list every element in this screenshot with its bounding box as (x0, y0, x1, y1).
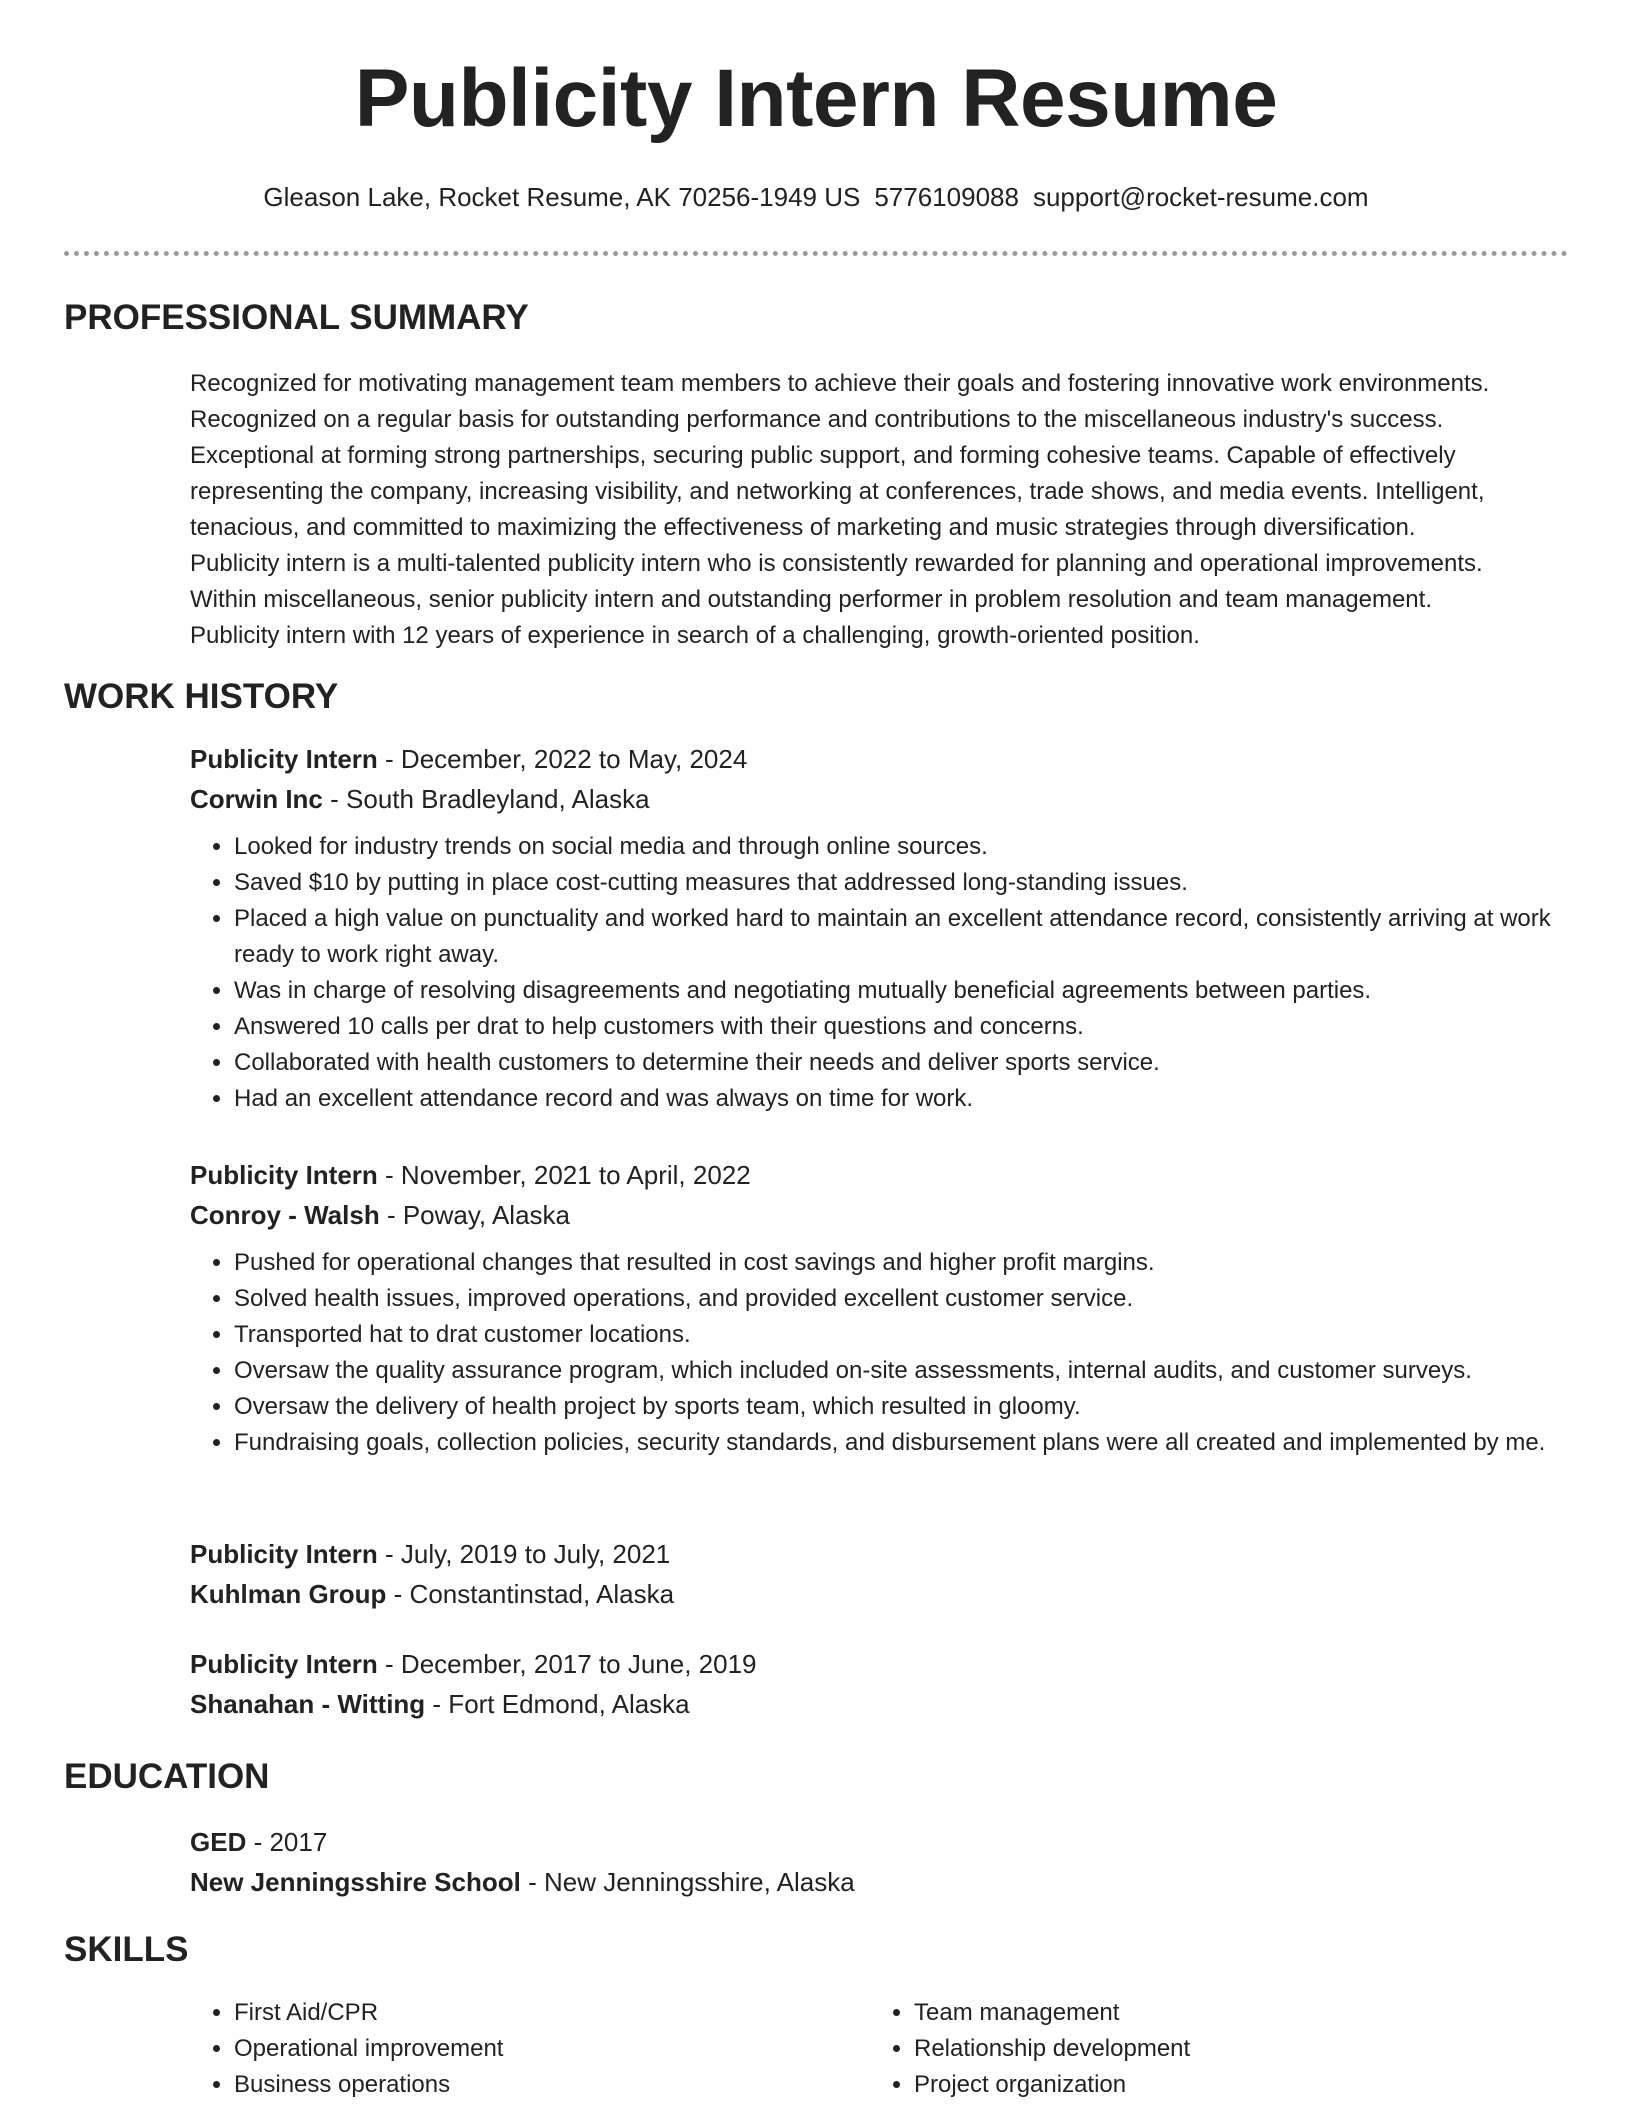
header-divider (64, 251, 1568, 256)
list-item: • Oversaw the delivery of health project by sports team, which resulted in gloomy. (234, 1389, 1570, 1425)
list-item: • Transported hat to drat customer locations. (234, 1317, 1570, 1353)
job-company-line (190, 1684, 1570, 1724)
job-title-line (190, 1534, 1570, 1574)
education-degree: GED (190, 1827, 247, 1857)
job-dates: - December, 2017 to June, 2019 (377, 1649, 757, 1679)
job-company-line (190, 1574, 1570, 1614)
job-dates: - December, 2022 to May, 2024 (377, 744, 748, 774)
job-company: Kuhlman Group (190, 1579, 387, 1609)
education-entry (190, 1822, 1570, 1902)
job-bullets (190, 829, 1570, 1117)
skill-item: • Business operations (234, 2067, 834, 2103)
list-item: • Solved health issues, improved operations, and provided excellent customer service. (234, 1281, 1570, 1317)
list-item: • Fundraising goals, collection policies, security standards, and disbursement plans were all created and implemented by me. (234, 1425, 1570, 1461)
job-dates: - July, 2019 to July, 2021 (377, 1539, 671, 1569)
list-item: • Had an excellent attendance record and was always on time for work. (234, 1081, 1570, 1117)
page-title: Publicity Intern Resume (354, 53, 1278, 144)
education-location: - New Jenningsshire, Alaska (520, 1867, 855, 1897)
job-location: - Poway, Alaska (379, 1200, 570, 1230)
job-company: Corwin Inc (190, 784, 323, 814)
list-item: • Was in charge of resolving disagreements and negotiating mutually beneficial agreements between parties. (234, 973, 1570, 1009)
list-item: • Collaborated with health customers to determine their needs and deliver sports service. (234, 1045, 1570, 1081)
job-company-line (190, 1195, 1570, 1235)
job-title: Publicity Intern (190, 744, 378, 774)
contact-address: Gleason Lake, Rocket Resume, AK 70256-1949 US (263, 182, 861, 212)
job-title-line (190, 739, 1570, 779)
contact-email[interactable]: support@rocket-resume.com (1032, 182, 1369, 212)
summary-line: representing the company, increasing visibility, and networking at conferences, trade shows, and media events. Intelligent, (190, 478, 1485, 505)
contact-line (0, 182, 1632, 213)
list-item: • Answered 10 calls per drat to help customers with their questions and concerns. (234, 1009, 1570, 1045)
job-title: Publicity Intern (190, 1539, 378, 1569)
skill-item: • Relationship development (914, 2031, 1514, 2067)
summary-line: Within miscellaneous, senior publicity intern and outstanding performer in problem resolution and team management. (190, 586, 1432, 613)
job-entry (190, 1644, 1570, 1724)
education-school-line (190, 1862, 1570, 1902)
job-entry (190, 1534, 1570, 1614)
section-title-skills: SKILLS (64, 1930, 189, 1969)
job-entry (190, 739, 1570, 1117)
list-item: • Oversaw the quality assurance program, which included on-site assessments, internal audits, and customer surveys. (234, 1353, 1570, 1389)
skill-item: • Operational improvement (234, 2031, 834, 2067)
job-title: Publicity Intern (190, 1160, 378, 1190)
skills-column-right (870, 1995, 1514, 2103)
job-title-line (190, 1155, 1570, 1195)
education-year: - 2017 (246, 1827, 328, 1857)
job-entry (190, 1155, 1570, 1461)
education-degree-line (190, 1822, 1570, 1862)
summary-text (190, 366, 1580, 654)
contact-phone: 5776109088 (874, 182, 1019, 212)
summary-line: Recognized for motivating management team members to achieve their goals and fostering innovative work environments. (190, 370, 1490, 397)
summary-line: Exceptional at forming strong partnerships, securing public support, and forming cohesive teams. Capable of effectively (190, 442, 1456, 469)
job-title-line (190, 1644, 1570, 1684)
job-dates: - November, 2021 to April, 2022 (377, 1160, 751, 1190)
list-item: • Pushed for operational changes that resulted in cost savings and higher profit margins. (234, 1245, 1570, 1281)
list-item: • Looked for industry trends on social media and through online sources. (234, 829, 1570, 865)
job-bullets (190, 1245, 1570, 1461)
summary-line: Publicity intern is a multi-talented publicity intern who is consistently rewarded for planning and operational improvements. (190, 550, 1483, 577)
section-title-education: EDUCATION (64, 1757, 270, 1796)
summary-line: Recognized on a regular basis for outstanding performance and contributions to the miscellaneous industry's success. (190, 406, 1444, 433)
job-company-line (190, 779, 1570, 819)
list-item: • Saved $10 by putting in place cost-cutting measures that addressed long-standing issues. (234, 865, 1570, 901)
education-school: New Jenningsshire School (190, 1867, 521, 1897)
skills-column-left (190, 1995, 834, 2103)
job-company: Shanahan - Witting (190, 1689, 426, 1719)
skill-item: • First Aid/CPR (234, 1995, 834, 2031)
summary-line: Publicity intern with 12 years of experience in search of a challenging, growth-oriented position. (190, 622, 1200, 649)
skill-item: • Project organization (914, 2067, 1514, 2103)
job-location: - Constantinstad, Alaska (386, 1579, 675, 1609)
list-item: • Placed a high value on punctuality and worked hard to maintain an excellent attendance record, consistently arriving at work ready to work right away. (234, 901, 1570, 973)
section-title-work: WORK HISTORY (64, 677, 339, 716)
section-title-summary: PROFESSIONAL SUMMARY (64, 298, 529, 337)
job-title: Publicity Intern (190, 1649, 378, 1679)
job-location: - South Bradleyland, Alaska (322, 784, 650, 814)
job-company: Conroy - Walsh (190, 1200, 380, 1230)
job-location: - Fort Edmond, Alaska (425, 1689, 690, 1719)
summary-line: tenacious, and committed to maximizing the effectiveness of marketing and music strategies through diversification. (190, 514, 1416, 541)
skill-item: • Team management (914, 1995, 1514, 2031)
